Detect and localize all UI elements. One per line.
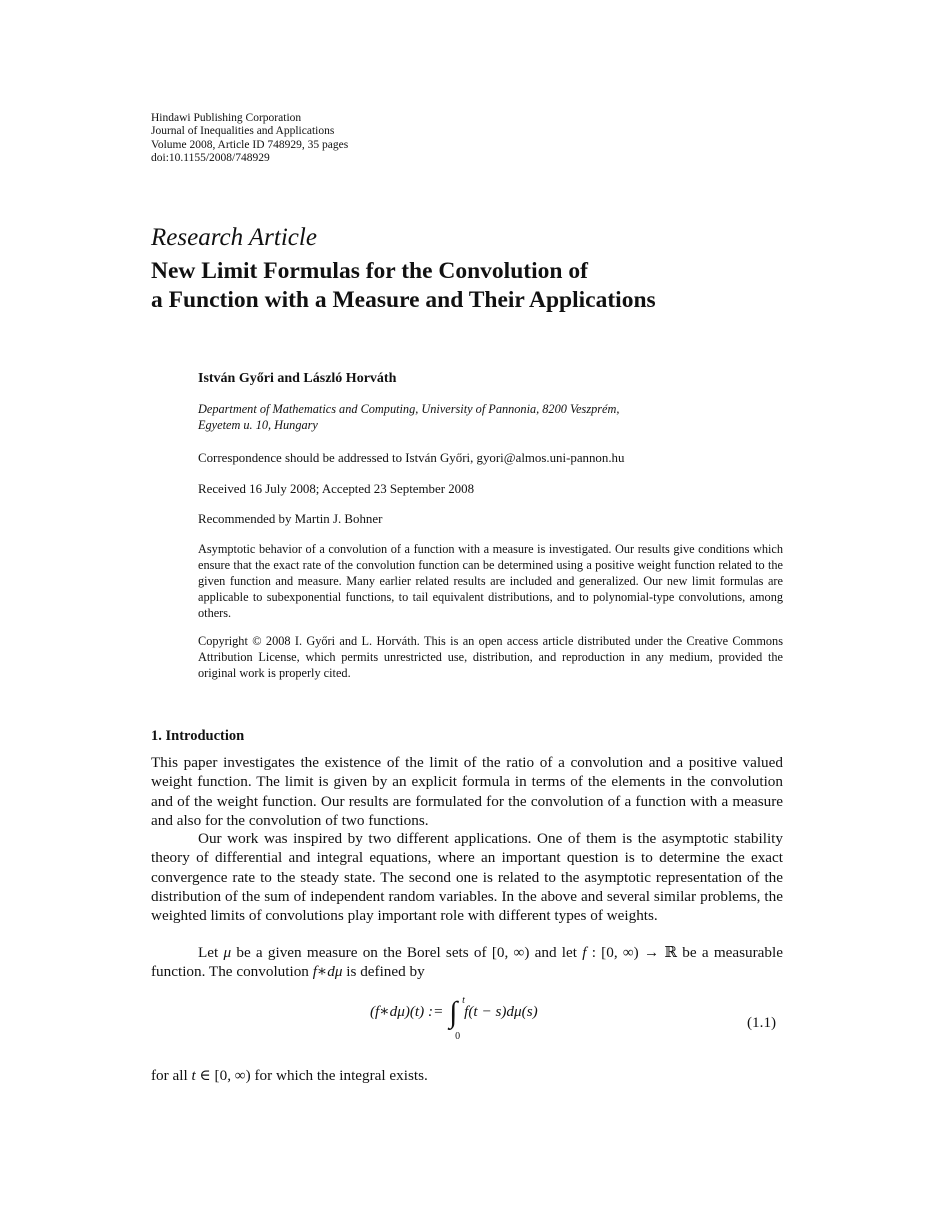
publisher: Hindawi Publishing Corporation [151,112,302,124]
received-dates: Received 16 July 2008; Accepted 23 September 2008 [198,482,475,496]
title-line-1: New Limit Formulas for the Convolution of [151,258,588,284]
title-line-2: a Function with a Measure and Their Applications [151,287,656,313]
convolution-symbol: f∗dμ [312,963,343,981]
intro-paragraph-3 [151,943,783,982]
integral-symbol: ∫ [449,995,458,1029]
integral-upper-limit: t [462,994,465,1006]
doi[interactable]: doi:10.1155/2008/748929 [151,152,270,165]
p3-text-2: be a given measure on the Borel sets of [231,944,492,961]
publication-info [151,112,348,166]
correspondence: Correspondence should be addressed to István Győri, gyori@almos.uni-pannon.hu [198,451,625,465]
intro-paragraph-2: Our work was inspired by two different applications. One of them is the asymptotic stability theory of differential and integral equations, where an important question is to determine the exact convergence rate to the steady state. The second one is related to the asymptotic representation of the distribution of the sum of independent random variables. In the above and several similar problems, the weighted limits of convolutions play important role with different types of weights. [151,830,783,925]
copyright-notice: Copyright © 2008 I. Győri and L. Horváth. This is an open access article distributed under the Creative Commons Attribution License, which permits unrestricted use, distribution, and reproduction in any medium, provided the original work is properly cited. [198,634,783,681]
integral-lower-limit: 0 [455,1030,461,1042]
p4-text-2: ∈ [0, ∞) for which the integral exists. [195,1067,428,1084]
recommended-by: Recommended by Martin J. Bohner [198,512,383,526]
interval-symbol: [0, ∞) [491,944,530,961]
affiliation-line-2: Egyetem u. 10, Hungary [198,418,318,432]
p3-text-1: Let [198,944,224,961]
mu-symbol: μ [223,944,232,961]
p3-text-5: be a measurable function. The convolution [151,944,783,981]
p3-text-4: : [586,944,602,961]
affiliation-line-1: Department of Mathematics and Computing, University of Pannonia, 8200 Veszprém, [198,402,620,416]
t-symbol: t [191,1067,196,1084]
reals-symbol: ℝ [664,943,678,961]
journal-name: Journal of Inequalities and Applications [151,125,335,138]
equation-1-1 [370,994,538,1042]
abstract: Asymptotic behavior of a convolution of a function with a measure is investigated. Our results give conditions which ensure that the exact rate of the convolution function can be determined using a positive weight function related to the given function and measure. Many earlier related results are included and generalized. Our new limit formulas are applicable to subexponential functions, to tail equivalent distributions, and to polynomial-type convolutions, among others. [198,542,783,621]
equation-number: (1.1) [747,1014,777,1031]
authors: István Győri and László Horváth [198,371,397,386]
intro-paragraph-1: This paper investigates the existence of the limit of the ratio of a convolution and a positive valued weight function. The limit is given by an explicit formula in terms of the elements in the convolution and of the weight function. Our results are formulated for the convolution of a function with a measure and also for the convolution of two functions. [151,754,783,829]
paper-title [151,257,656,315]
equation-integrand: f(t − s)dμ(s) [464,1003,538,1020]
section-heading: 1. Introduction [151,728,245,744]
map-domain: [0, ∞) → [601,944,665,961]
intro-paragraph-4 [151,1066,783,1085]
integral-sign [449,994,465,1042]
equation-lhs: (f∗dμ)(t) := [370,1003,444,1020]
volume-info: Volume 2008, Article ID 748929, 35 pages [151,138,349,151]
p3-text-6: is defined by [342,963,425,981]
affiliation [198,401,783,433]
f-symbol: f [582,944,587,961]
p4-text-1: for all [151,1067,192,1084]
article-type: Research Article [151,224,317,251]
p3-text-3: and let [529,944,583,961]
